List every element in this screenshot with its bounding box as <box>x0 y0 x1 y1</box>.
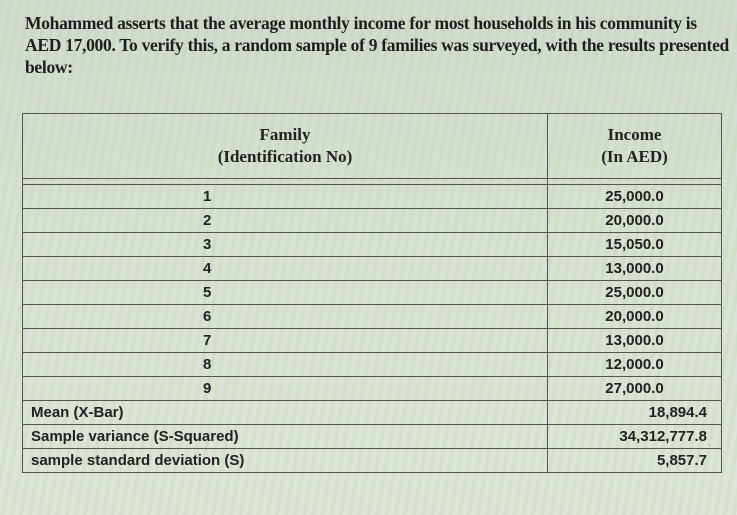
stat-value: 5,857.7 <box>548 449 722 473</box>
table-row <box>23 209 722 233</box>
stat-label: Mean (X-Bar) <box>23 401 548 425</box>
income-value: 13,000.0 <box>548 257 722 281</box>
stat-row <box>23 449 722 473</box>
income-value: 20,000.0 <box>548 209 722 233</box>
table-row <box>23 281 722 305</box>
family-id: 6 <box>23 305 548 329</box>
table-row <box>23 353 722 377</box>
stat-label: sample standard deviation (S) <box>23 449 548 473</box>
income-value: 13,000.0 <box>548 329 722 353</box>
stat-value: 34,312,777.8 <box>548 425 722 449</box>
family-id: 2 <box>23 209 548 233</box>
family-id: 5 <box>23 281 548 305</box>
table-row <box>23 329 722 353</box>
family-id: 1 <box>23 185 548 209</box>
income-value: 12,000.0 <box>548 353 722 377</box>
table-row <box>23 305 722 329</box>
family-id: 7 <box>23 329 548 353</box>
header-family: Family (Identification No) <box>23 114 548 179</box>
income-table <box>22 113 722 473</box>
table-row <box>23 257 722 281</box>
stat-label: Sample variance (S-Squared) <box>23 425 548 449</box>
family-id: 4 <box>23 257 548 281</box>
income-value: 25,000.0 <box>548 281 722 305</box>
table-header <box>23 114 722 179</box>
problem-statement: Mohammed asserts that the average monthly income for most households in his community is AED 17,000. To verify this, a random sample of 9 families was surveyed, with the results presented below: <box>25 13 729 77</box>
income-value: 20,000.0 <box>548 305 722 329</box>
table-row <box>23 233 722 257</box>
family-id: 3 <box>23 233 548 257</box>
income-value: 25,000.0 <box>548 185 722 209</box>
stat-row <box>23 401 722 425</box>
income-value: 27,000.0 <box>548 377 722 401</box>
table-row <box>23 185 722 209</box>
family-id: 8 <box>23 353 548 377</box>
stat-value: 18,894.4 <box>548 401 722 425</box>
family-id: 9 <box>23 377 548 401</box>
income-value: 15,050.0 <box>548 233 722 257</box>
table-row <box>23 377 722 401</box>
header-income: Income (In AED) <box>548 114 722 179</box>
stat-row <box>23 425 722 449</box>
